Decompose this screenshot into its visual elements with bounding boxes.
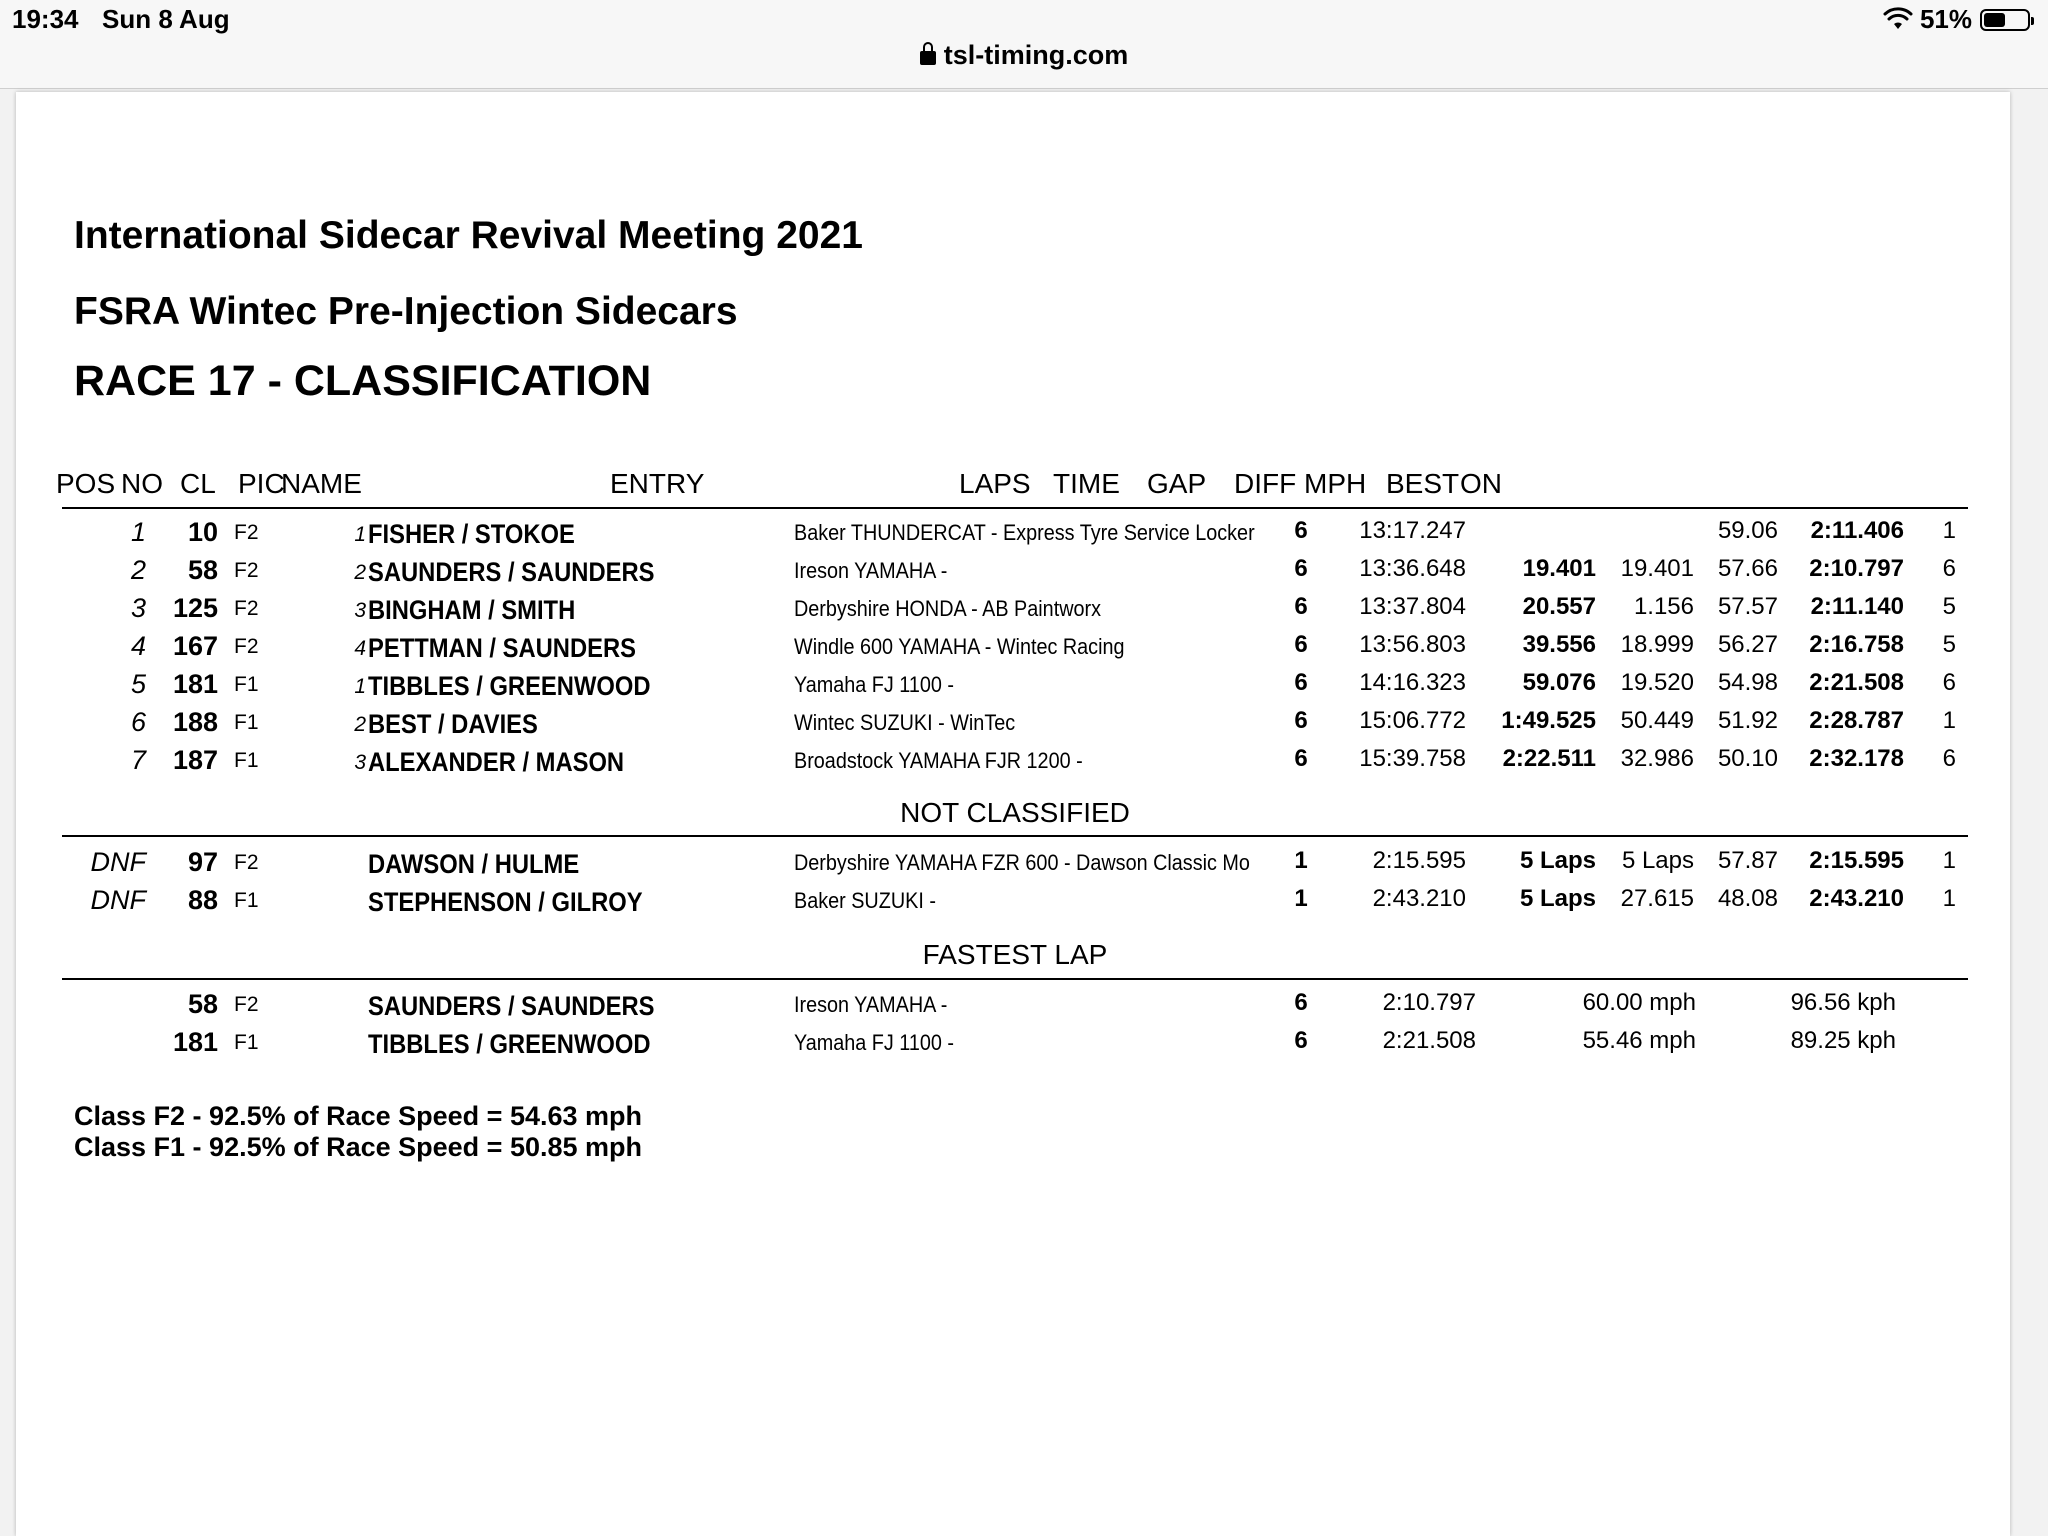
speed-note-f2: Class F2 - 92.5% of Race Speed = 54.63 mph — [74, 1101, 643, 1131]
diff: 19.401 — [1620, 555, 1694, 582]
rider-names: TIBBLES / GREENWOOD — [368, 671, 651, 701]
position-in-class: 3 — [354, 751, 366, 774]
total-time: 15:06.772 — [1359, 707, 1466, 734]
gap: 2:22.511 — [1502, 745, 1596, 772]
mph: 50.10 — [1717, 745, 1778, 772]
position: DNF — [90, 847, 146, 877]
class: F1 — [234, 889, 259, 912]
col-on: ON — [1460, 468, 1502, 499]
total-time: 13:56.803 — [1359, 631, 1466, 658]
position-in-class: 2 — [354, 713, 366, 736]
class: F2 — [234, 559, 259, 582]
clock: 19:34 — [12, 4, 79, 34]
table-row — [16, 989, 2010, 1027]
rider-names: ALEXANDER / MASON — [368, 747, 625, 777]
col-pic: PIC — [238, 468, 285, 499]
position-in-class: 3 — [354, 599, 366, 622]
rider-names: FISHER / STOKOE — [368, 519, 575, 549]
col-gap: GAP — [1147, 468, 1207, 499]
mph: 51.92 — [1717, 707, 1778, 734]
best-on-lap: 6 — [1942, 669, 1956, 696]
class: F2 — [234, 521, 259, 544]
best-on-lap: 5 — [1942, 631, 1956, 658]
not-classified-heading: NOT CLASSIFIED — [900, 797, 1130, 828]
rider-names: BEST / DAVIES — [368, 709, 538, 739]
number: 125 — [172, 593, 218, 623]
header-rule — [62, 507, 1968, 509]
race-title: RACE 17 - CLASSIFICATION — [74, 357, 652, 405]
diff: 5 Laps — [1621, 847, 1694, 874]
address-bar[interactable] — [0, 40, 2048, 71]
diff: 32.986 — [1620, 745, 1694, 772]
table-row — [16, 631, 2010, 669]
position-in-class: 1 — [354, 523, 366, 546]
best-lap: 2:43.210 — [1809, 885, 1904, 912]
entry: Wintec SUZUKI - WinTec — [794, 710, 1016, 735]
lap-speed-mph: 55.46 mph — [1582, 1027, 1696, 1054]
table-row — [16, 745, 2010, 783]
rider-names: TIBBLES / GREENWOOD — [368, 1029, 651, 1059]
number: 167 — [172, 631, 218, 661]
position: 5 — [130, 669, 146, 699]
total-time: 15:39.758 — [1359, 745, 1466, 772]
entry: Ireson YAMAHA - — [794, 558, 948, 583]
not-classified-rule — [62, 835, 1968, 837]
table-row — [16, 593, 2010, 631]
diff: 27.615 — [1620, 885, 1694, 912]
laps: 6 — [1294, 669, 1308, 696]
class: F2 — [234, 597, 259, 620]
mph: 48.08 — [1717, 885, 1778, 912]
fastest-lap-rule — [62, 978, 1968, 980]
gap: 20.557 — [1522, 593, 1596, 620]
col-diff: DIFF — [1234, 468, 1297, 499]
mph: 57.57 — [1717, 593, 1778, 620]
laps: 6 — [1294, 631, 1308, 658]
best-on-lap: 6 — [1942, 555, 1956, 582]
lock-icon — [920, 51, 936, 65]
position-in-class: 4 — [354, 637, 366, 660]
total-time: 13:17.247 — [1359, 517, 1466, 544]
col-no: NO — [121, 468, 163, 499]
rider-names: BINGHAM / SMITH — [368, 595, 576, 625]
entry: Ireson YAMAHA - — [794, 992, 948, 1017]
best-lap: 2:32.178 — [1809, 745, 1904, 772]
class: F2 — [234, 993, 259, 1016]
total-time: 2:15.595 — [1372, 847, 1466, 874]
mph: 57.87 — [1717, 847, 1778, 874]
total-time: 2:43.210 — [1372, 885, 1466, 912]
number: 181 — [172, 1027, 218, 1057]
number: 58 — [187, 555, 218, 585]
col-best: BEST — [1386, 468, 1460, 499]
class: F1 — [234, 1031, 259, 1054]
position: 4 — [130, 631, 146, 661]
col-entry: ENTRY — [610, 468, 705, 499]
gap: 19.401 — [1522, 555, 1596, 582]
gap: 5 Laps — [1519, 847, 1596, 874]
table-row — [16, 517, 2010, 555]
laps: 6 — [1294, 555, 1308, 582]
position: 1 — [130, 517, 146, 547]
entry: Baker THUNDERCAT - Express Tyre Service Locker — [794, 520, 1255, 545]
entry: Derbyshire YAMAHA FZR 600 - Dawson Classic Mo — [794, 850, 1250, 875]
table-row — [16, 885, 2010, 923]
number: 88 — [187, 885, 218, 915]
number: 97 — [187, 847, 218, 877]
rider-names: PETTMAN / SAUNDERS — [368, 633, 636, 663]
total-time: 14:16.323 — [1359, 669, 1466, 696]
lap-number: 6 — [1294, 989, 1308, 1016]
event-title: International Sidecar Revival Meeting 2021 — [74, 214, 863, 257]
diff: 1.156 — [1633, 593, 1694, 620]
gap: 59.076 — [1522, 669, 1596, 696]
best-lap: 2:10.797 — [1809, 555, 1904, 582]
number: 10 — [187, 517, 218, 547]
gap: 5 Laps — [1519, 885, 1596, 912]
lap-speed-kph: 96.56 kph — [1790, 989, 1896, 1016]
lap-time: 2:21.508 — [1382, 1027, 1476, 1054]
table-row — [16, 555, 2010, 593]
class: F1 — [234, 749, 259, 772]
table-row — [16, 1027, 2010, 1065]
best-lap: 2:21.508 — [1809, 669, 1904, 696]
table-row — [16, 707, 2010, 745]
position: DNF — [90, 885, 146, 915]
col-mph: MPH — [1304, 468, 1367, 499]
wifi-icon — [1884, 9, 1912, 31]
battery-icon — [1980, 9, 2030, 31]
col-laps: LAPS — [959, 468, 1031, 499]
number: 58 — [187, 989, 218, 1019]
entry: Yamaha FJ 1100 - — [794, 672, 954, 697]
diff: 50.449 — [1620, 707, 1694, 734]
best-lap: 2:15.595 — [1809, 847, 1904, 874]
class: F2 — [234, 851, 259, 874]
position-in-class: 1 — [354, 675, 366, 698]
total-time: 13:37.804 — [1359, 593, 1466, 620]
class: F2 — [234, 635, 259, 658]
date: Sun 8 Aug — [102, 4, 230, 34]
lap-speed-kph: 89.25 kph — [1790, 1027, 1896, 1054]
lap-speed-mph: 60.00 mph — [1582, 989, 1696, 1016]
table-row — [16, 669, 2010, 707]
position: 7 — [130, 745, 146, 775]
rider-names: STEPHENSON / GILROY — [368, 887, 643, 917]
mph: 59.06 — [1717, 517, 1778, 544]
col-name: NAME — [281, 468, 362, 499]
diff: 19.520 — [1620, 669, 1694, 696]
number: 181 — [172, 669, 218, 699]
entry: Baker SUZUKI - — [794, 888, 936, 913]
rider-names: SAUNDERS / SAUNDERS — [368, 991, 655, 1021]
laps: 6 — [1294, 517, 1308, 544]
best-on-lap: 1 — [1942, 517, 1956, 544]
total-time: 13:36.648 — [1359, 555, 1466, 582]
lap-number: 6 — [1294, 1027, 1308, 1054]
entry: Windle 600 YAMAHA - Wintec Racing — [794, 634, 1125, 659]
results-document — [16, 92, 2010, 1536]
status-bar — [0, 0, 2048, 89]
position: 6 — [130, 707, 146, 737]
best-lap: 2:28.787 — [1809, 707, 1904, 734]
battery-percentage: 51% — [1919, 4, 1972, 34]
url-text: tsl-timing.com — [943, 40, 1129, 70]
col-time: TIME — [1053, 468, 1120, 499]
entry: Yamaha FJ 1100 - — [794, 1030, 954, 1055]
entry: Broadstock YAMAHA FJR 1200 - — [794, 748, 1083, 773]
laps: 6 — [1294, 745, 1308, 772]
lap-time: 2:10.797 — [1382, 989, 1476, 1016]
entry: Derbyshire HONDA - AB Paintworx — [794, 596, 1101, 621]
best-lap: 2:11.406 — [1810, 517, 1904, 544]
col-cl: CL — [180, 468, 216, 499]
best-on-lap: 1 — [1942, 885, 1956, 912]
laps: 6 — [1294, 707, 1308, 734]
rider-names: SAUNDERS / SAUNDERS — [368, 557, 655, 587]
laps: 1 — [1294, 847, 1308, 874]
class: F1 — [234, 711, 259, 734]
best-on-lap: 6 — [1942, 745, 1956, 772]
best-on-lap: 1 — [1942, 847, 1956, 874]
best-lap: 2:16.758 — [1809, 631, 1904, 658]
number: 187 — [172, 745, 218, 775]
mph: 56.27 — [1717, 631, 1778, 658]
status-indicators — [1884, 4, 2030, 35]
speed-note-f1: Class F1 - 92.5% of Race Speed = 50.85 mph — [74, 1132, 643, 1162]
table-row — [16, 847, 2010, 885]
fastest-lap-heading: FASTEST LAP — [922, 939, 1108, 970]
gap: 1:49.525 — [1501, 707, 1596, 734]
best-on-lap: 1 — [1942, 707, 1956, 734]
position-in-class: 2 — [354, 561, 366, 584]
number: 188 — [172, 707, 218, 737]
laps: 1 — [1294, 885, 1308, 912]
laps: 6 — [1294, 593, 1308, 620]
best-on-lap: 5 — [1942, 593, 1956, 620]
gap: 39.556 — [1522, 631, 1596, 658]
diff: 18.999 — [1620, 631, 1694, 658]
mph: 57.66 — [1717, 555, 1778, 582]
position: 2 — [130, 555, 146, 585]
rider-names: DAWSON / HULME — [368, 849, 580, 879]
class: F1 — [234, 673, 259, 696]
mph: 54.98 — [1717, 669, 1778, 696]
class-title: FSRA Wintec Pre-Injection Sidecars — [74, 290, 738, 333]
col-pos: POS — [56, 468, 116, 499]
best-lap: 2:11.140 — [1810, 593, 1904, 620]
position: 3 — [130, 593, 146, 623]
